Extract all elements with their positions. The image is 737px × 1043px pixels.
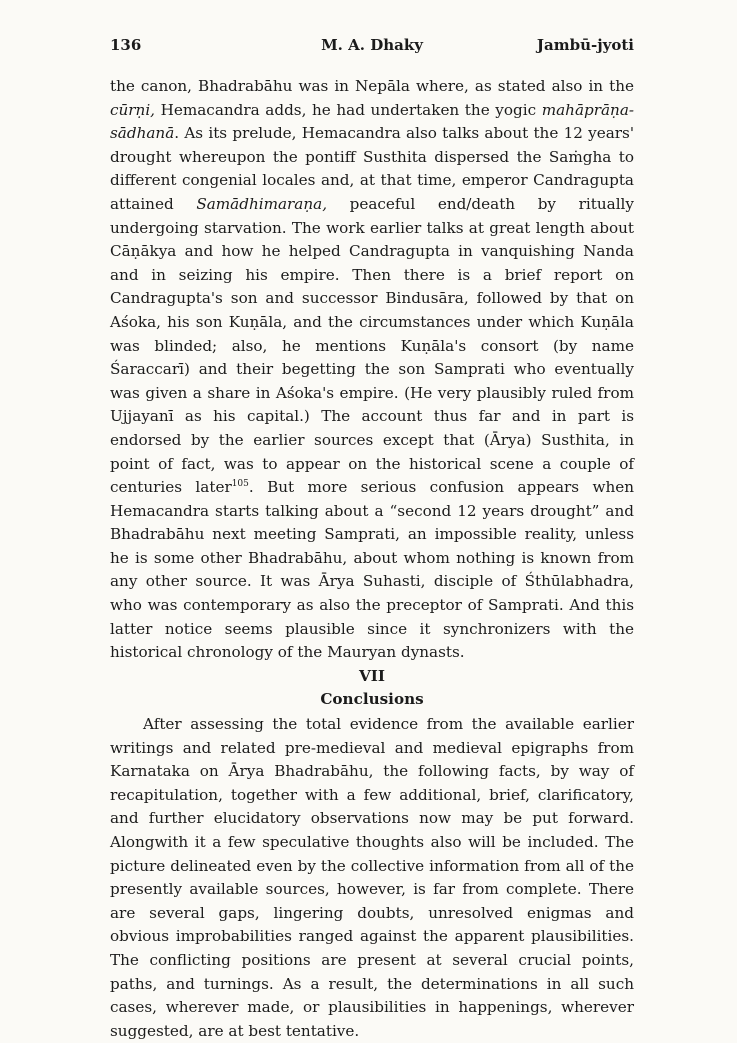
italic-term-samadhimarana: Samādhimaraṇa, [196, 194, 328, 213]
italic-term-curni: cūrṇi, [110, 100, 156, 119]
text-run: Hemacandra adds, he had undertaken the yogic [155, 100, 542, 119]
page-number: 136 [110, 36, 142, 54]
footnote-reference[interactable]: 105 [231, 479, 249, 490]
running-header [110, 36, 634, 58]
text-run: . But more serious confusion appears when Hemacandra starts talking about a “second 12 years drought” and Bhadrabāhu next meeting Samprati, an impossible reality, unless he is some other Bhadrabāhu, about whom nothing is known from any other source. It was Ārya Suhasti, disciple of Śthūlabhadra, who was contemporary as also the preceptor of Samprati. And this latter notice seems plausible since it synchronizers with the historical chronology of the Mauryan dynasts. [110, 478, 634, 662]
text-run: . As its prelude, Hemacandra also talks about the 12 years' drought whereupon the pontiff Susthita dispersed the Saṁgha to different congenial locales and, at that time, emperor Candragupta attained [110, 124, 634, 213]
body-text [110, 75, 634, 1043]
italic-term-mahaprana-sadhana: mahāprāṇa-sādhanā [110, 100, 634, 143]
paragraph-continued [110, 75, 634, 665]
text-run: the canon, Bhadrabāhu was in Nepāla where, as stated also in the [110, 77, 634, 95]
running-head-author: M. A. Dhaky [321, 36, 423, 54]
section-number: VII [359, 666, 385, 685]
running-head-journal: Jambū-jyoti [536, 36, 634, 54]
paragraph-conclusions: After assessing the total evidence from the available earlier writings and related pre-medieval and medieval epigraphs from Karnataka on Ārya Bhadrabāhu, the following facts, by way of recapitulation, together with a few additional, brief, clarificatory, and further elucidatory observations now may be put forward. Alongwith it a few speculative thoughts also will be included. The picture delineated even by the collective information from all of the presently available sources, however, is far from complete. There are several gaps, lingering doubts, unresolved enigmas and obvious improbabilities ranged against the apparent plausibilities. The conflicting positions are present at several crucial points, paths, and turnings. As a result, the determinations in all such cases, wherever made, or plausibilities in happenings, wherever suggested, are at best tentative. [110, 715, 634, 1040]
section-title: Conclusions [320, 690, 424, 709]
text-run: peaceful end/death by ritually undergoing starvation. The work earlier talks at great length about Cāṇākya and how he helped Candragupta in vanquishing Nanda and in seizing his empire. Then there is a brief report on Candragupta's son and successor Bindusāra, followed by that on Aśoka, his son Kuṇāla, and the circumstances under which Kuṇāla was blinded; also, he mentions Kuṇāla's consort (by name Śaraccarī) and their begetting the son Samprati who eventually was given a share in Aśoka's empire. (He very plausibly ruled from Ujjayanī as his capital.) The account thus far and in part is endorsed by the earlier sources except that (Ārya) Susthita, in point of fact, was to appear on the historical scene a couple of centuries later [110, 194, 634, 497]
